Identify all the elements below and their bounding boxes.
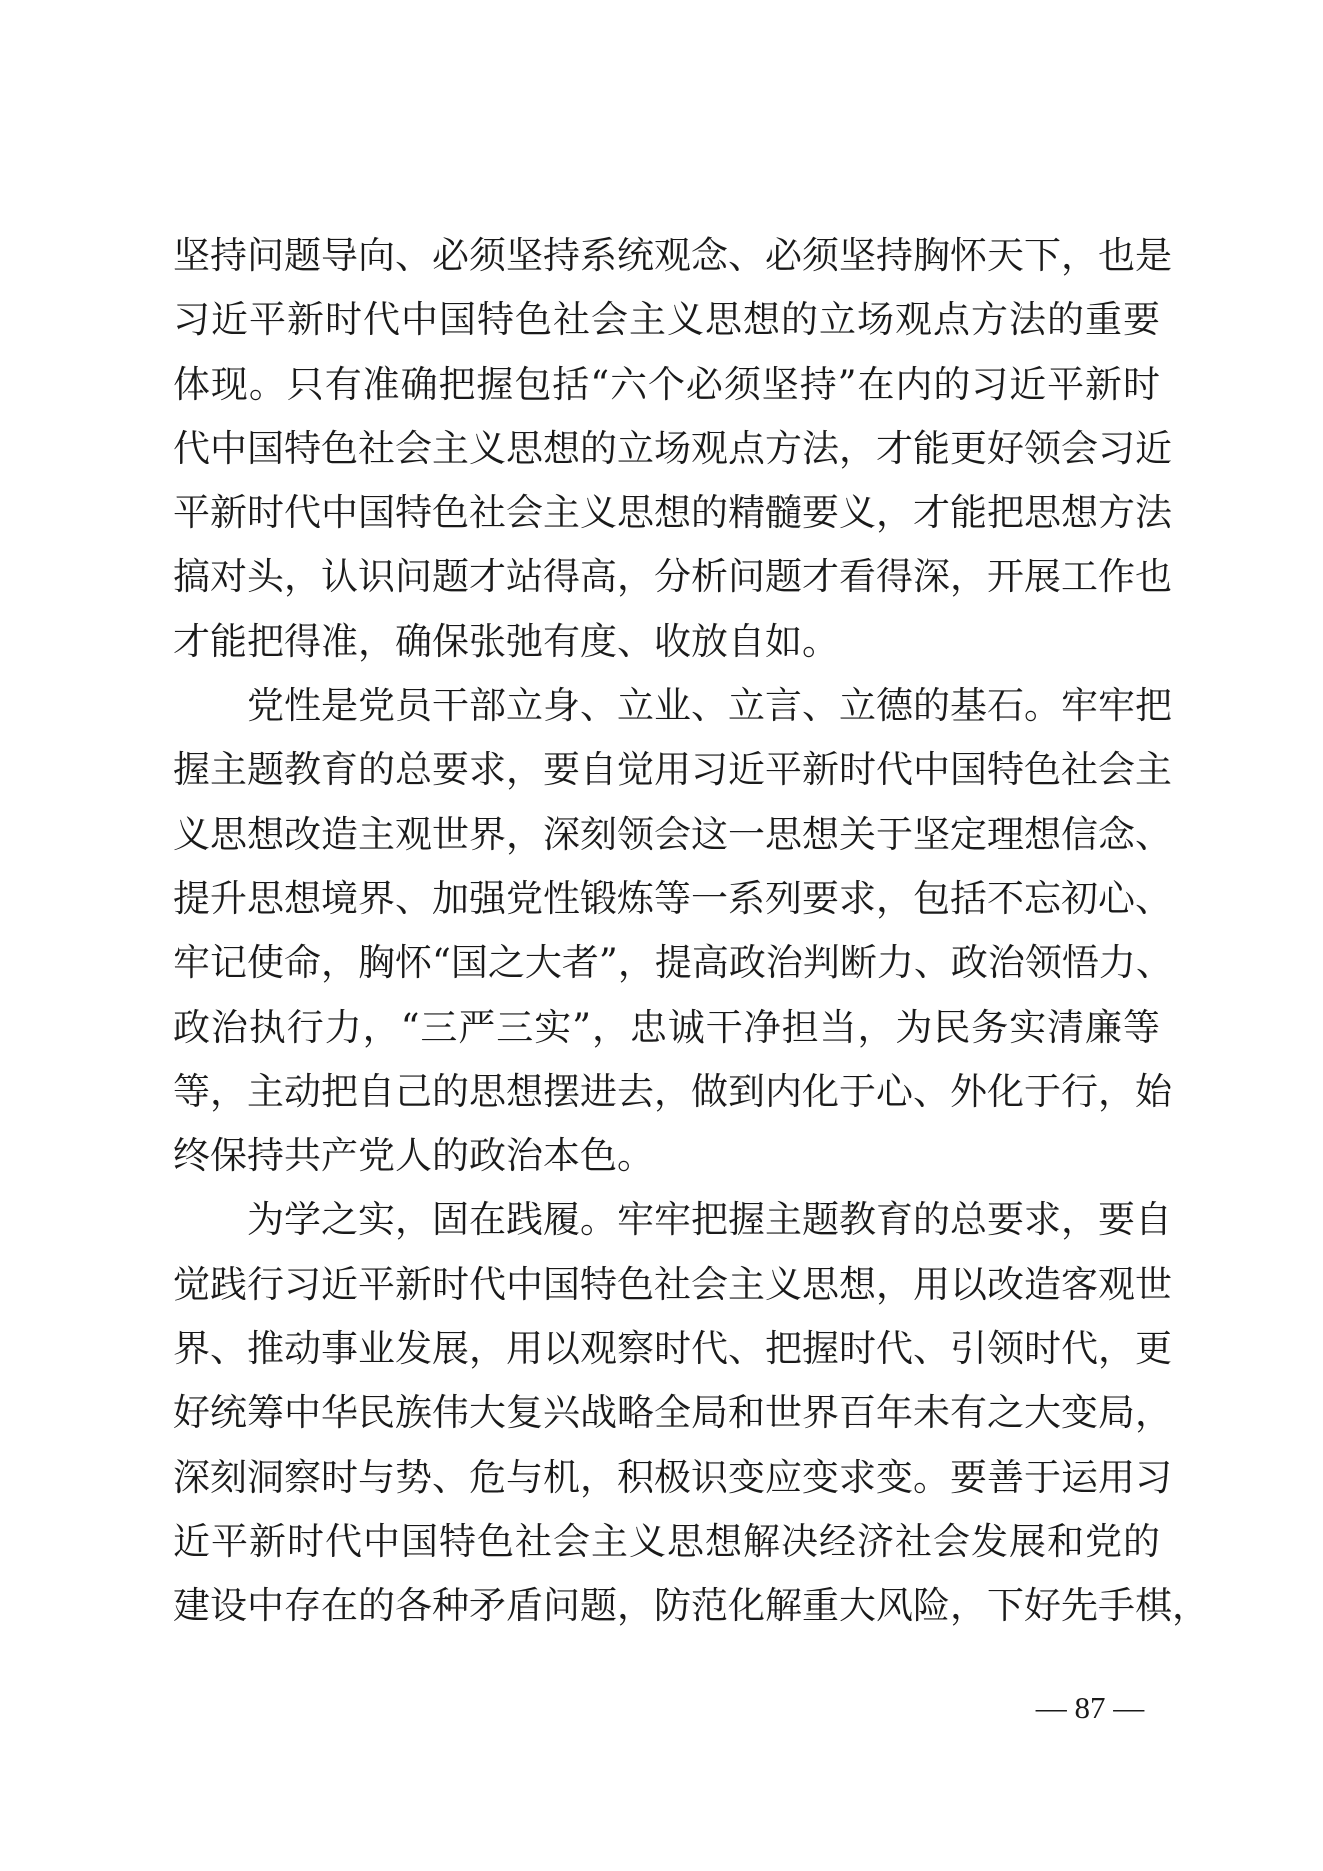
text-line: 近平新时代中国特色社会主义思想解决经济社会发展和党的 [173,1519,1160,1563]
text-line: 建设中存在的各种矛盾问题，防范化解重大风险，下好先手棋， [173,1584,1209,1628]
paragraph-first-line: 党性是党员干部立身、立业、立言、立德的基石。牢牢把 [247,684,1172,728]
text-line: 义思想改造主观世界，深刻领会这一思想关于坚定理想信念、 [173,812,1172,856]
text-line: 搞对头，认识问题才站得高，分析问题才看得深，开展工作也 [173,555,1172,599]
text-line: 政治执行力，“三严三实”，忠诚干净担当，为民务实清廉等 [173,1005,1160,1049]
text-line: 体现。只有准确把握包括“六个必须坚持”在内的习近平新时 [173,362,1160,406]
text-line: 终保持共产党人的政治本色。 [173,1134,654,1178]
body-text [173,224,1209,1639]
paragraph-first-line: 为学之实，固在践履。牢牢把握主题教育的总要求，要自 [247,1198,1172,1242]
text-line: 代中国特色社会主义思想的立场观点方法，才能更好领会习近 [173,426,1172,470]
text-line: 觉践行习近平新时代中国特色社会主义思想，用以改造客观世 [173,1262,1172,1306]
page-number: — 87 — [1035,1690,1145,1725]
text-line: 习近平新时代中国特色社会主义思想的立场观点方法的重要 [173,298,1160,342]
text-line: 好统筹中华民族伟大复兴战略全局和世界百年未有之大变局， [173,1391,1172,1435]
text-line: 等，主动把自己的思想摆进去，做到内化于心、外化于行，始 [173,1069,1172,1113]
text-line: 界、推动事业发展，用以观察时代、把握时代、引领时代，更 [173,1327,1172,1371]
text-line: 平新时代中国特色社会主义思想的精髓要义，才能把思想方法 [173,491,1172,535]
text-line: 提升思想境界、加强党性锻炼等一系列要求，包括不忘初心、 [173,876,1172,920]
text-line: 坚持问题导向、必须坚持系统观念、必须坚持胸怀天下，也是 [173,234,1172,277]
text-line: 深刻洞察时与势、危与机，积极识变应变求变。要善于运用习 [173,1455,1172,1499]
text-line: 握主题教育的总要求，要自觉用习近平新时代中国特色社会主 [173,748,1172,792]
text-line: 才能把得准，确保张弛有度、收放自如。 [173,619,839,663]
text-line: 牢记使命，胸怀“国之大者”，提高政治判断力、政治领悟力、 [173,941,1173,985]
